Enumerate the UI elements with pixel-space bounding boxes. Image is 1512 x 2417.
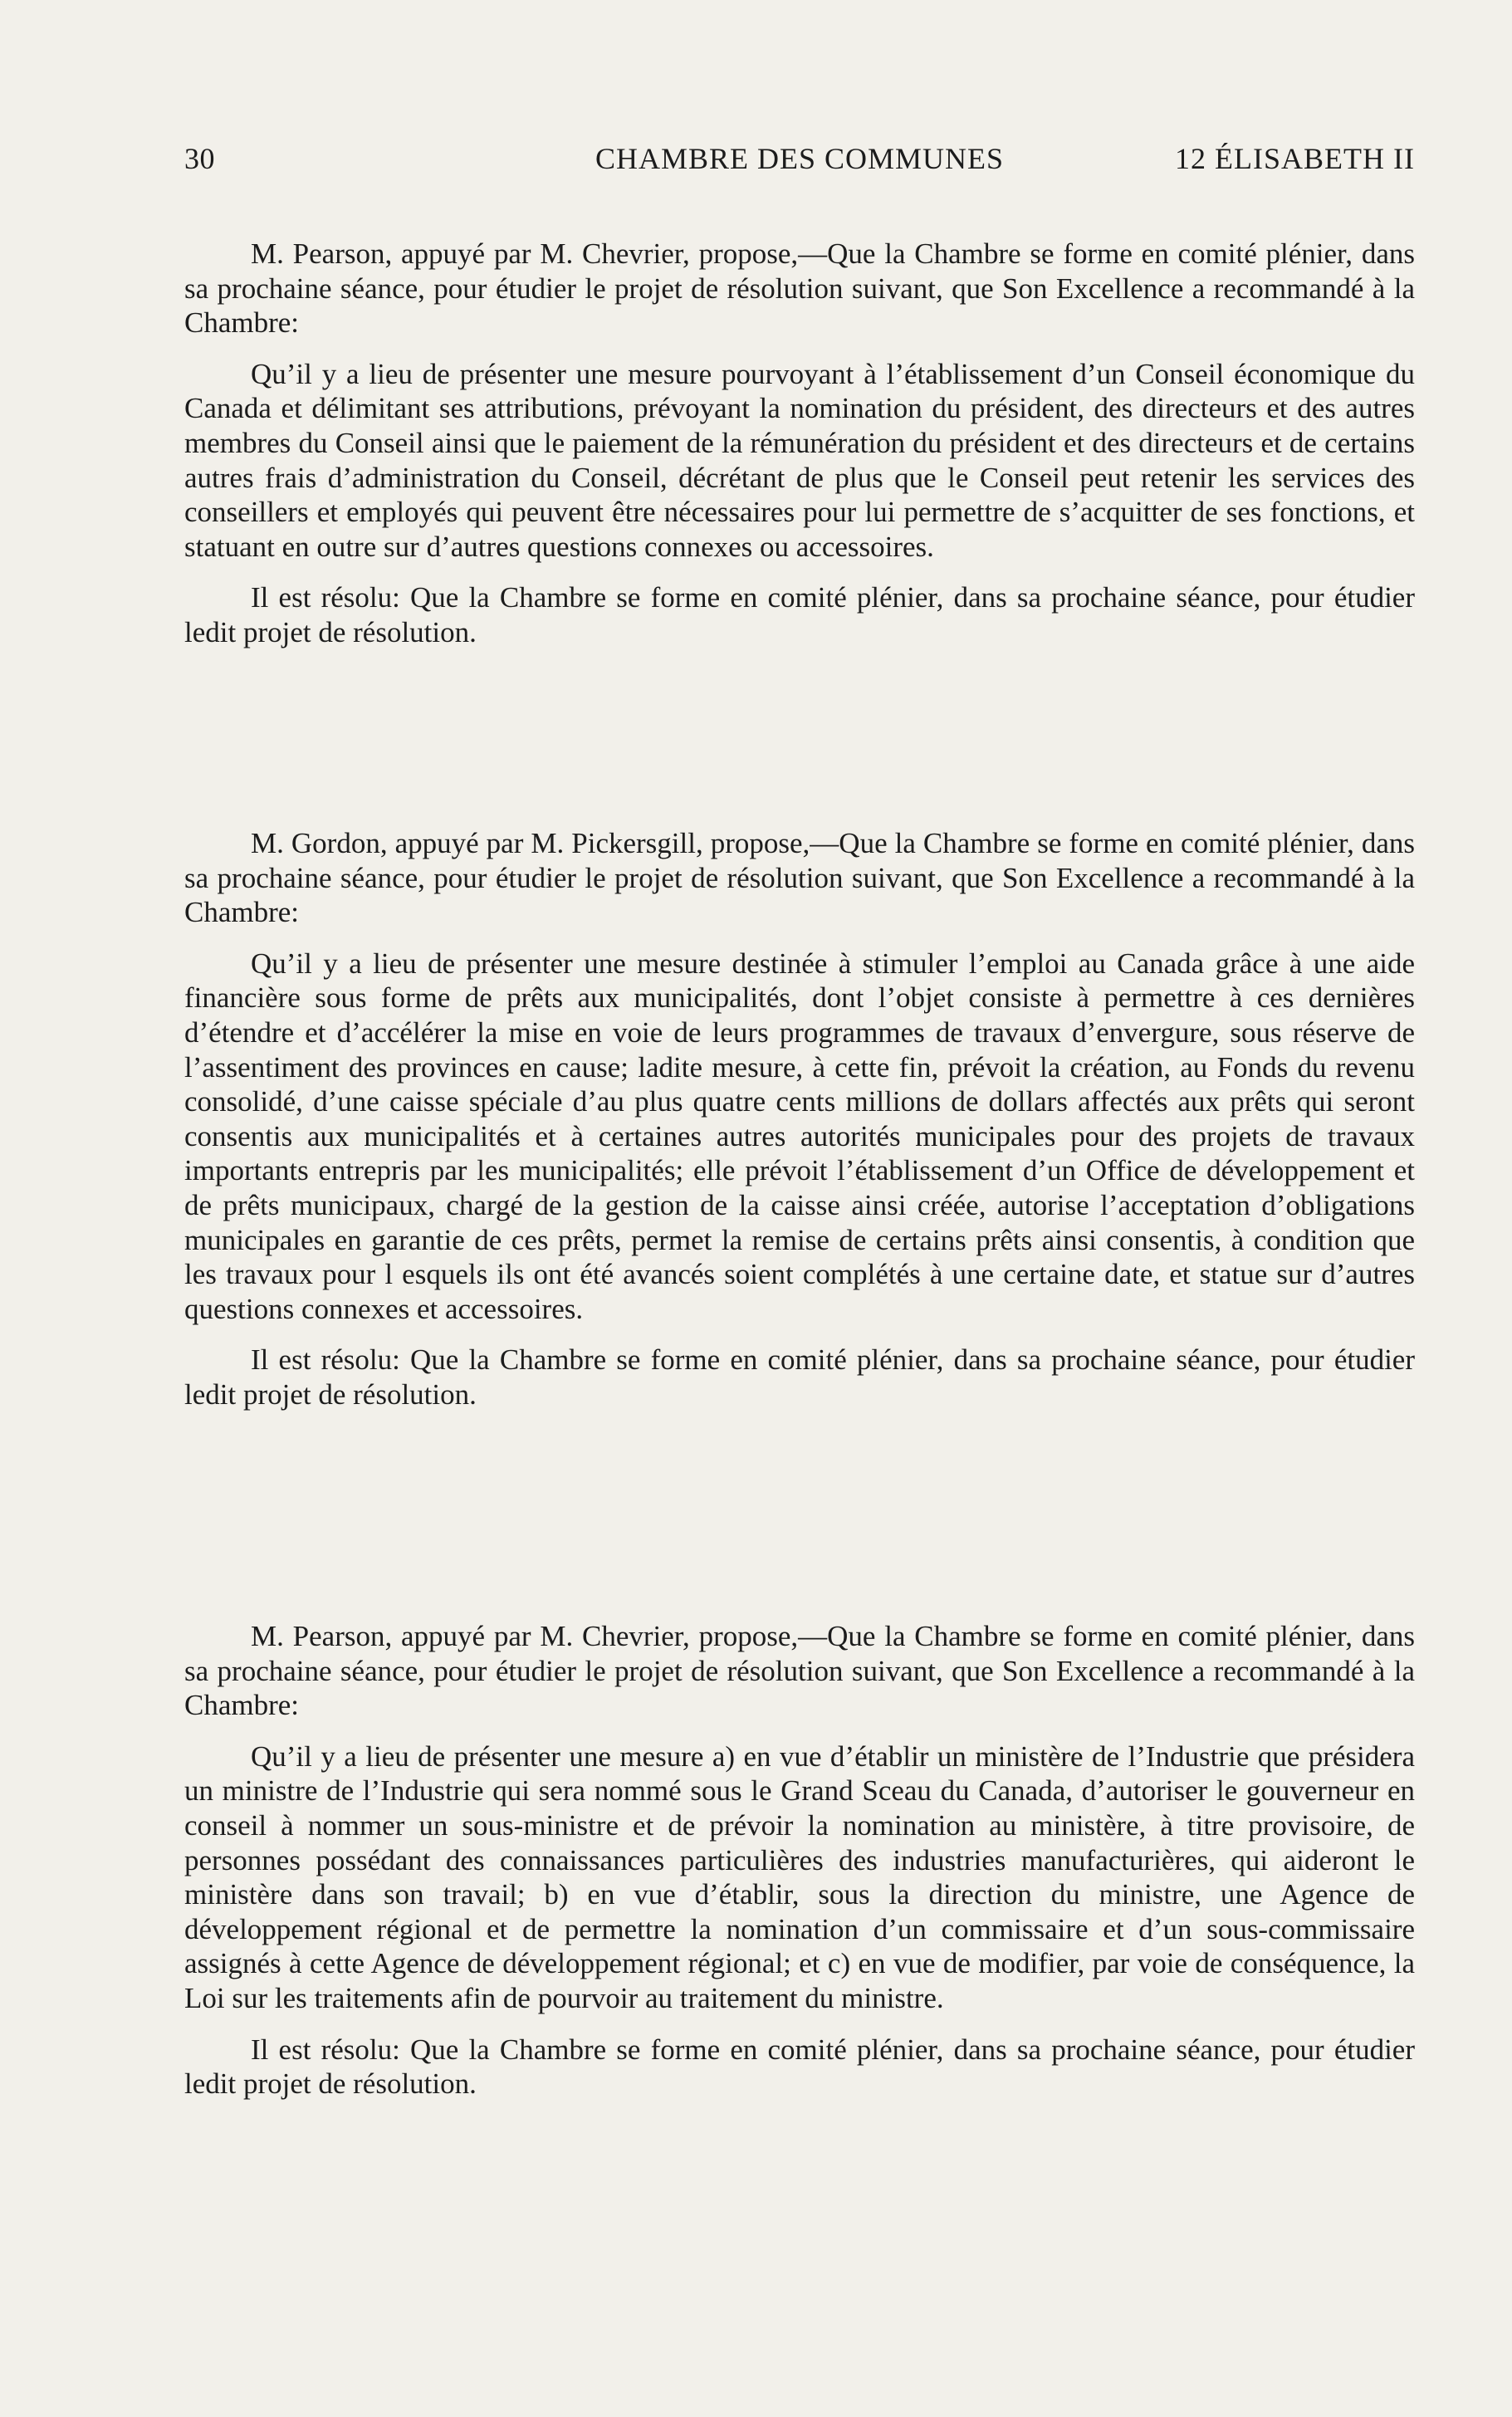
page-number: 30 [184, 142, 215, 175]
running-header [184, 141, 1415, 183]
motion-block [184, 237, 1415, 650]
resolution-text: Qu’il y a lieu de présenter une mesure destinée à stimuler l’emploi au Canada grâce à une aide financière sous forme de prêts aux municipalités, dont l’objet consiste à permettre à ces dernières d’étendre et d’accélérer la mise en voie de leurs programmes de travaux d’envergure, sous réserve de l’assentiment des provinces en cause; ladite mesure, à cette fin, prévoit la création, au Fonds du revenu consolidé, d’une caisse spéciale d’au plus quatre cents millions de dollars affectés aux prêts qui seront consentis aux municipalités et à certaines autres autorités municipales pour des projets de travaux importants entrepris par les municipalités; elle prévoit l’établissement d’un Office de développement et de prêts municipaux, chargé de la gestion de la caisse ainsi créée, autorise l’acceptation d’obligations municipales en garantie de ces prêts, permet la remise de certains prêts ainsi consentis, à condition que les travaux pour l esquels ils ont été avancés soient complétés à une certaine date, et statue sur d’autres questions connexes et accessoires. [184, 947, 1415, 1325]
resolved-text: Il est résolu: Que la Chambre se forme en comité plénier, dans sa prochaine séance, pour étudier ledit projet de résolution. [184, 2033, 1415, 2101]
resolution-text: Qu’il y a lieu de présenter une mesure pourvoyant à l’établissement d’un Conseil économique du Canada et délimitant ses attributions, prévoyant la nomination du président, des directeurs et des autres membres du Conseil ainsi que le paiement de la rémunération du président et des directeurs et de certains autres frais d’administration du Conseil, décrétant de plus que le Conseil peut retenir les services des conseillers et employés qui peuvent être nécessaires pour lui permettre de s’acquitter de ses fonctions, et statuant en outre sur d’autres questions connexes ou accessoires. [184, 357, 1415, 563]
motion-intro: M. Gordon, appuyé par M. Pickersgill, propose,—Que la Chambre se forme en comité plénier, dans sa prochaine séance, pour étudier le projet de résolution suivant, que Son Excellence a recommandé à la Chambre: [184, 827, 1415, 929]
resolved-text: Il est résolu: Que la Chambre se forme en comité plénier, dans sa prochaine séance, pour étudier ledit projet de résolution. [184, 1343, 1415, 1411]
motion-intro: M. Pearson, appuyé par M. Chevrier, propose,—Que la Chambre se forme en comité plénier, dans sa prochaine séance, pour étudier le projet de résolution suivant, que Son Excellence a recommandé à la Chambre: [184, 1620, 1415, 1722]
resolution-text: Qu’il y a lieu de présenter une mesure a) en vue d’établir un ministère de l’Industrie que présidera un ministre de l’Industrie qui sera nommé sous le Grand Sceau du Canada, d’autoriser le gouverneur en conseil à nommer un sous-ministre et de prévoir la nomination au ministère, à titre provisoire, de personnes possédant des connaissances particulières des industries manufacturières, qui aideront le ministère dans son travail; b) en vue d’établir, sous la direction du ministre, une Agence de développement régional et de permettre la nomination d’un commissaire et d’un sous-commissaire assignés à cette Agence de développement régional; et c) en vue de modifier, par voie de conséquence, la Loi sur les traitements afin de pourvoir au traitement du ministre. [184, 1739, 1415, 2014]
header-reign: 12 ÉLISABETH II [1175, 142, 1415, 175]
resolved-text: Il est résolu: Que la Chambre se forme en comité plénier, dans sa prochaine séance, pour étudier ledit projet de résolution. [184, 581, 1415, 648]
motion-block [184, 826, 1415, 1412]
header-title: CHAMBRE DES COMMUNES [595, 142, 1005, 175]
motion-intro: M. Pearson, appuyé par M. Chevrier, propose,—Que la Chambre se forme en comité plénier, dans sa prochaine séance, pour étudier le projet de résolution suivant, que Son Excellence a recommandé à la Chambre: [184, 237, 1415, 340]
motion-block [184, 1619, 1415, 2101]
